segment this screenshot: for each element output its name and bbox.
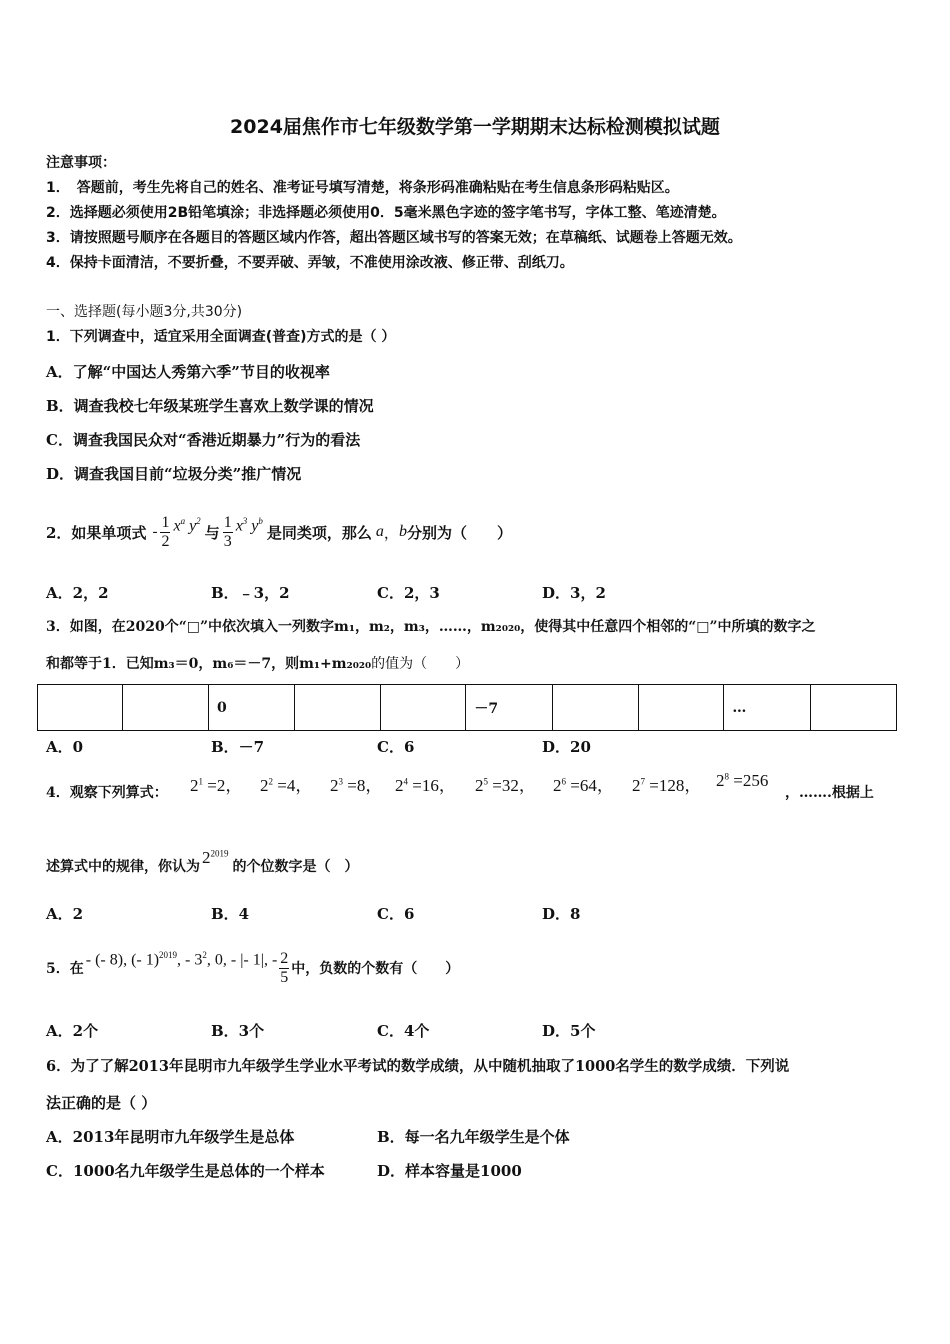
q3-option-b: B．－7 (211, 738, 265, 756)
q1-option-b: B．调查我校七年级某班学生喜欢上数学课的情况 (46, 397, 374, 415)
q3-option-d: D．20 (542, 738, 591, 756)
sequence-cell (38, 685, 123, 731)
q6-line-1: 6．为了了解2013年昆明市九年级学生学业水平考试的数学成绩，从中随机抽取了1000名学生的数学成绩．下列说 (46, 1058, 790, 1075)
q3-option-c: C．6 (377, 738, 415, 756)
q5-fraction: $\frac{2}{5}$ (280, 949, 289, 986)
q6-option-d: D．样本容量是1000 (377, 1162, 522, 1180)
note-item: 3．请按照题号顺序在各题目的答题区域内作答，超出答题区域书写的答案无效；在草稿纸、试题卷上答题无效。 (46, 230, 742, 246)
q5-expression: - (- 8), (- 1)$^{2019}$, - $3^2$, 0, - |- 1|, - (85, 950, 278, 969)
q2-var-a: a (375, 523, 384, 540)
note-item: 4．保持卡面清洁，不要折叠，不要弄破、弄皱，不准使用涂改液、修正带、刮纸刀。 (46, 255, 574, 271)
q4-prefix: 4．观察下列算式： (46, 785, 168, 801)
q2-fraction-1: $\frac{1}{2}$ (161, 513, 170, 550)
q4-option-d: D．8 (542, 905, 581, 923)
q2-minus: - (152, 523, 158, 540)
notes-heading: 注意事项： (46, 155, 116, 171)
q6-line-2: 法正确的是（ ） (46, 1094, 157, 1112)
sequence-cell (638, 685, 723, 731)
q4-power-2-2: $2^2 =4$， (260, 776, 313, 795)
sequence-cell (295, 685, 380, 731)
q4-power-2-6: $2^6 =64$， (553, 776, 614, 795)
q3-option-a: A．0 (46, 738, 84, 756)
q5-option-d: D．5个 (542, 1022, 596, 1040)
q2-suffix-1: 是同类项，那么 (266, 523, 372, 542)
q3-line-1: 3．如图，在2020个“□”中依次填入一列数字m₁，m₂，m₃，……，m₂₀₂₀，使得其中任意四个相邻的“□”中所填的数字之 (46, 619, 816, 635)
q2-comma: ， (383, 525, 399, 542)
q5-option-b: B．3个 (211, 1022, 265, 1040)
q1-option-a: A．了解“中国达人秀第六季”节目的收视率 (46, 363, 330, 381)
q4-power-2-3: $2^3 =8$， (330, 776, 383, 795)
note-item: 2．选择题必须使用2B铅笔填涂；非选择题必须使用0．5毫米黑色字迹的签字笔书写，字体工整、笔迹清楚。 (46, 205, 726, 221)
q4-line-2: 述算式中的规律，你认为 $2^{2019}$的个位数字是（ ） (46, 848, 359, 875)
q3-line-2: 和都等于1．已知m₃＝0，m₆＝－7，则m₁+m₂₀₂₀的值为（ ） (46, 656, 470, 672)
sequence-cell: 0 (208, 685, 295, 731)
q4-option-b: B．4 (211, 905, 250, 923)
q2-suffix-2: 分别为（ ） (406, 523, 512, 542)
sequence-cell (380, 685, 465, 731)
sequence-cell: －7 (466, 685, 553, 731)
q2-stem (46, 500, 512, 564)
q6-option-a: A．2013年昆明市九年级学生是总体 (46, 1128, 295, 1146)
q2-prefix: 2．如果单项式 (46, 523, 147, 542)
q4-power-2-7: $2^7 =128$， (632, 776, 702, 795)
q2-term-1: $x^a$ $y^2$ (173, 516, 201, 535)
q5-stem: 5．在 - (- 8), (- 1)$^{2019}$, - $3^2$, 0, - |- 1|, - $\frac{2}{5}$ 中，负数的个数有（ ） (46, 949, 460, 986)
q5-option-a: A．2个 (46, 1022, 99, 1040)
q1-stem: 1．下列调查中，适宜采用全面调查(普查)方式的是（ ） (46, 329, 396, 345)
q6-option-b: B．每一名九年级学生是个体 (377, 1128, 570, 1146)
q2-var-b: b (398, 523, 407, 540)
q2-option-d: D．3，2 (542, 584, 606, 602)
sequence-cell (123, 685, 208, 731)
q5-option-c: C．4个 (377, 1022, 430, 1040)
q6-option-c: C．1000名九年级学生是总体的一个样本 (46, 1162, 325, 1180)
q4-option-c: C．6 (377, 905, 415, 923)
sequence-boxes (37, 684, 897, 731)
q2-mid: 与 (204, 523, 220, 542)
q2-option-a: A．2，2 (46, 584, 109, 602)
sequence-cell (553, 685, 638, 731)
q1-option-d: D．调查我国目前“垃圾分类”推广情况 (46, 465, 302, 483)
q4-option-a: A．2 (46, 905, 84, 923)
page-title: 2024届焦作市七年级数学第一学期期末达标检测模拟试题 (230, 116, 720, 138)
q4-tail: ，…….根据上 (785, 785, 874, 801)
section-heading: 一、选择题(每小题3分,共30分) (46, 304, 243, 320)
q4-power-2-4: $2^4 =16$， (395, 776, 456, 795)
q4-power-2-8: $2^8 =256$ (716, 771, 769, 790)
q1-option-c: C．调查我国民众对“香港近期暴力”行为的看法 (46, 431, 361, 449)
q2-option-b: B．﹣3，2 (211, 584, 290, 602)
note-item: 1． 答题前，考生先将自己的姓名、准考证号填写清楚，将条形码准确粘贴在考生信息条形码粘贴区。 (46, 180, 679, 196)
q2-term-2: $x^3$ $y^b$ (235, 516, 263, 535)
q4-power-2-1: $2^1 =2$， (190, 776, 243, 795)
sequence-cell (811, 685, 897, 731)
q2-fraction-2: $\frac{1}{3}$ (223, 513, 232, 550)
q4-power-2-5: $2^5 =32$， (475, 776, 536, 795)
sequence-cell: … (724, 685, 811, 731)
q2-option-c: C．2，3 (377, 584, 440, 602)
